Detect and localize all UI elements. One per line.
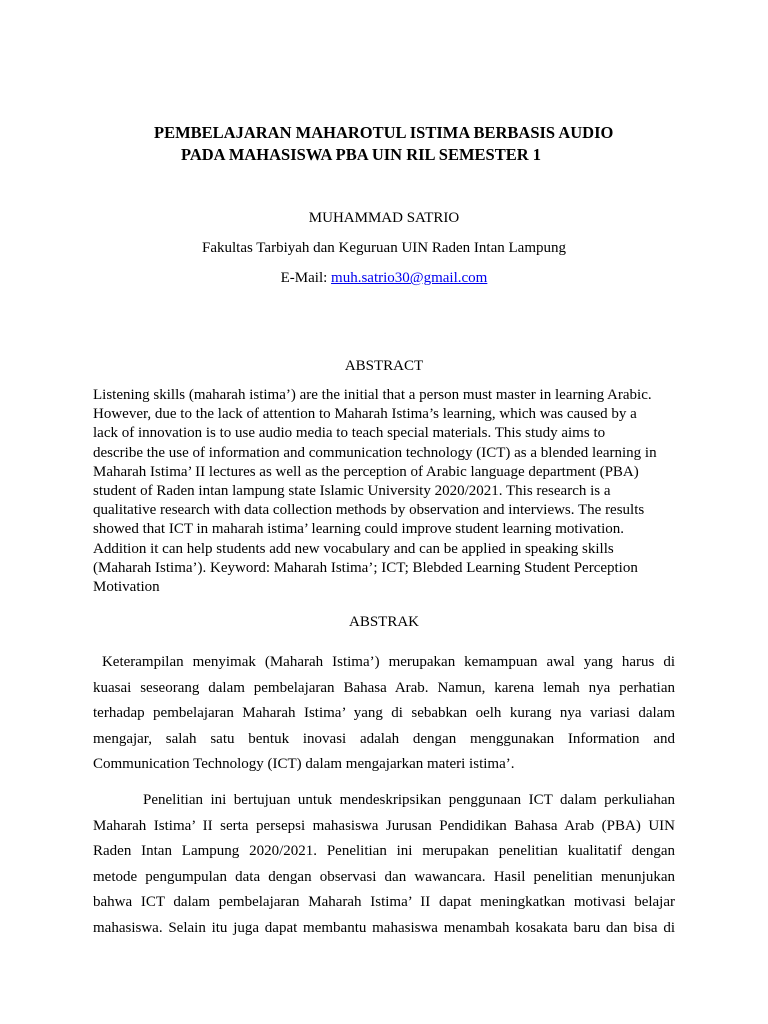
abstrak-line: metode pengumpulan data dengan observasi dan wawancara. Hasil penelitian menunjukan [93,868,675,885]
abstract-line: student of Raden intan lampung state Islamic University 2020/2021. This research is a [93,483,611,500]
abstract-line: Listening skills (maharah istima’) are the initial that a person must master in learning Arabic. [93,387,652,403]
abstrak-heading: ABSTRAK [348,614,419,630]
abstract-line: lack of innovation is to use audio media to teach special materials. This study aims to [93,425,606,442]
abstrak-line: mengajar, salah satu bentuk inovasi adalah dengan menggunakan Information and [93,730,675,747]
abstrak-line: Penelitian ini bertujuan untuk mendeskripsikan penggunaan ICT dalam perkuliahan [143,792,675,808]
abstrak-line: terhadap pembelajaran Maharah Istima’ yang di sebabkan oelh kurang nya variasi dalam [93,705,675,721]
abstract-line: qualitative research with data collection methods by observation and interviews. The results [93,502,645,519]
abstract-line: Motivation [93,579,160,596]
abstract-english [93,386,678,597]
abstract-line: However, due to the lack of attention to Maharah Istima’s learning, which was caused by a [93,406,637,423]
abstract-line: describe the use of information and communication technology (ICT) as a blended learning in [93,444,657,461]
abstrak-line: Maharah Istima’ II serta persepsi mahasiswa Jurusan Pendidikan Bahasa Arab (PBA) UIN [93,817,675,834]
abstrak-line: Communication Technology (ICT) dalam mengajarkan materi istima’. [93,756,515,772]
abstract-line: (Maharah Istima’). Keyword: Maharah Istima’; ICT; Blebded Learning Student Perception [93,559,638,576]
abstract-line: Maharah Istima’ II lectures as well as the perception of Arabic language department (PBA) [93,463,639,480]
abstrak-line: bahwa ICT dalam pembelajaran Maharah Istima’ II dapat meningkatkan motivasi belajar [93,894,675,910]
abstrak-line: mahasiswa. Selain itu juga dapat membantu mahasiswa menambah kosakata baru dan bisa di [93,919,675,936]
paper-title [0,122,768,166]
abstract-heading: ABSTRACT [344,358,424,374]
title-line-1: PEMBELAJARAN MAHAROTUL ISTIMA BERBASIS AUDIO [154,123,614,142]
email-link[interactable]: muh.satrio30@gmail.com [331,270,488,286]
abstrak-paragraph-1 [93,650,675,778]
abstrak-paragraph-2 [93,788,675,941]
author-affiliation: Fakultas Tarbiyah dan Keguruan UIN Raden Intan Lampung [202,240,566,256]
author-name: MUHAMMAD SATRIO [308,210,460,226]
abstrak-line: Keterampilan menyimak (Maharah Istima’) merupakan kemampuan awal yang harus di [93,654,675,670]
email-label: E-Mail: [280,270,332,286]
abstrak-line: Raden Intan Lampung 2020/2021. Penelitian ini merupakan penelitian kualitatif dengan [93,843,675,859]
abstrak-line: kuasai seseorang dalam pembelajaran Bahasa Arab. Namun, karena lemah nya perhatian [93,679,675,696]
abstract-line: Addition it can help students add new vocabulary and can be applied in speaking skills [93,540,614,557]
abstract-line: showed that ICT in maharah istima’ learning could improve student learning motivation. [93,521,624,538]
title-line-2: PADA MAHASISWA PBA UIN RIL SEMESTER 1 [181,145,542,164]
author-email-line [0,268,768,288]
